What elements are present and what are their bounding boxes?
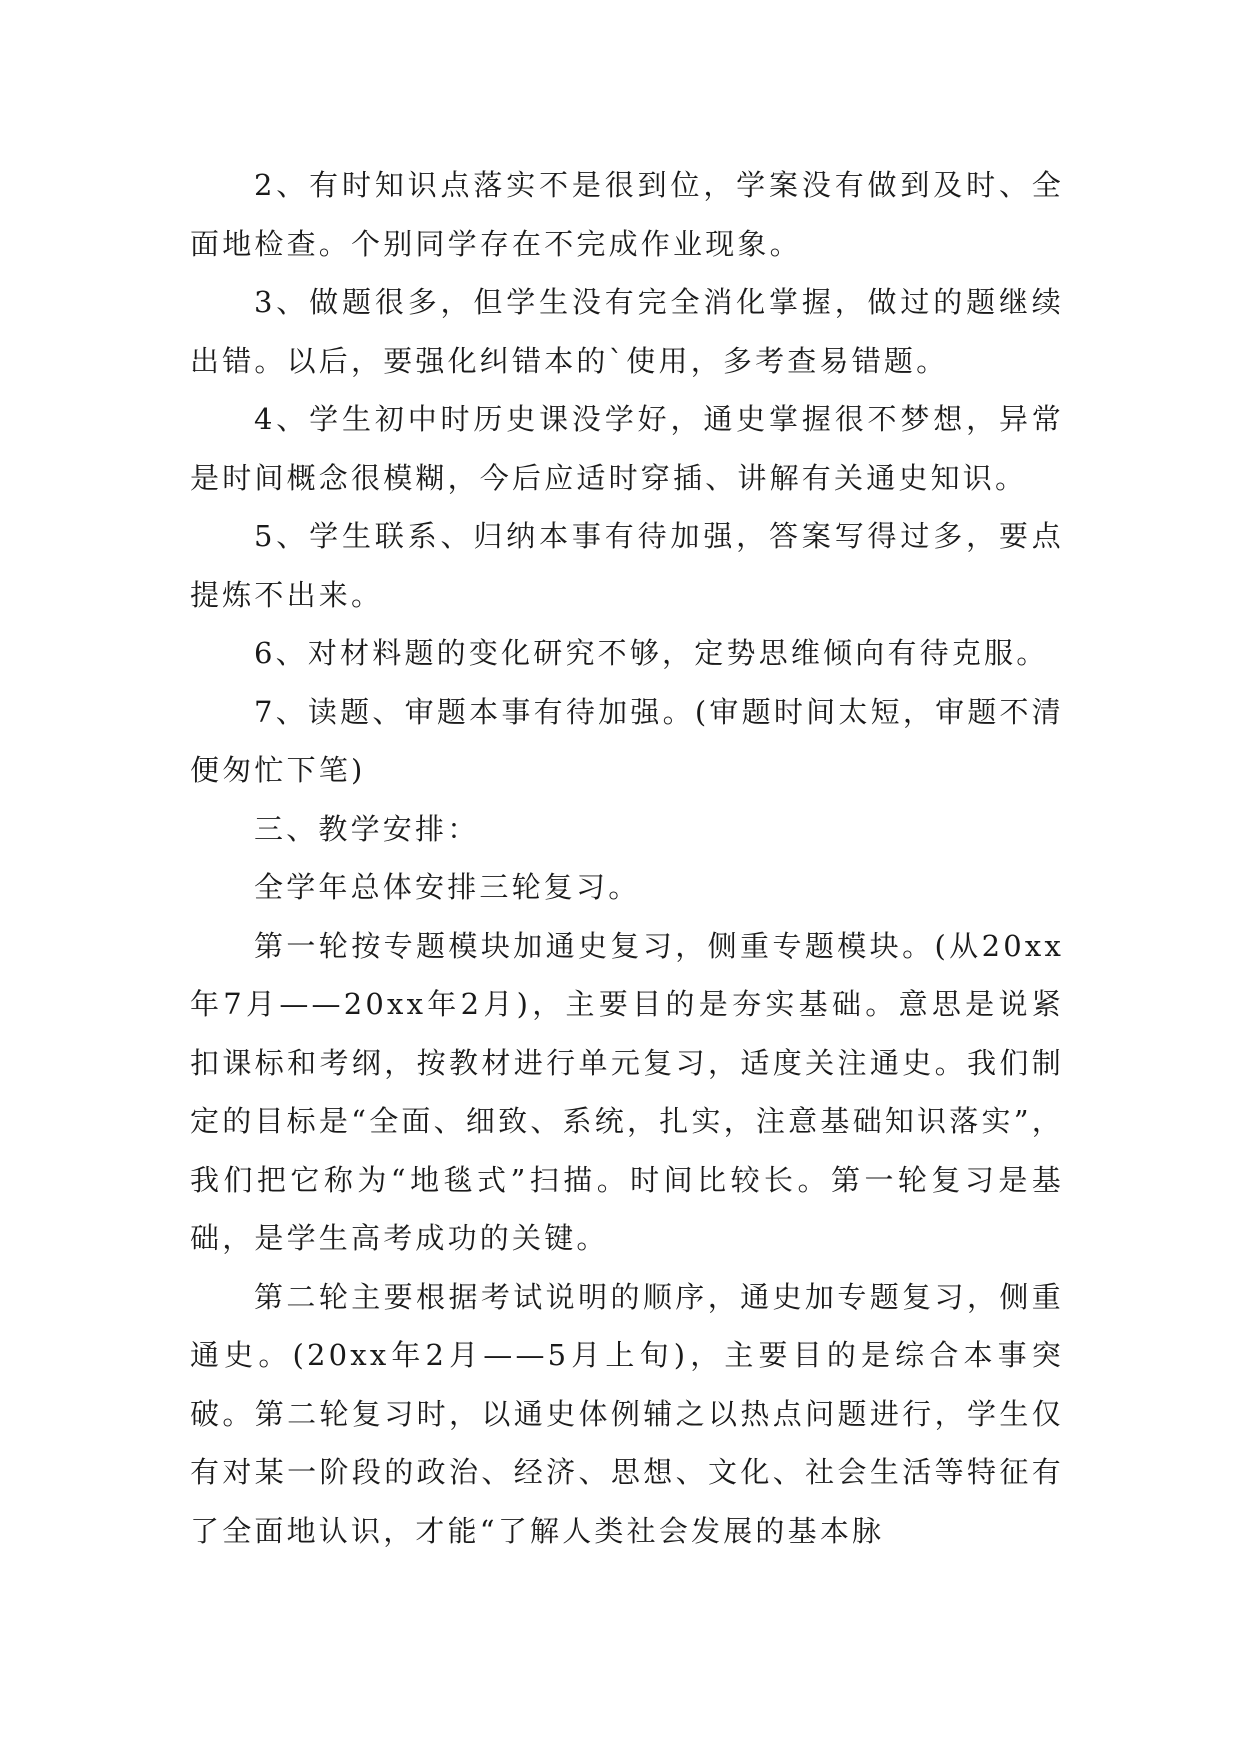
paragraph-item-5: 5、学生联系、归纳本事有待加强，答案写得过多，要点提炼不出来。 [190, 519, 1064, 612]
paragraph-item-6: 6、对材料题的变化研究不够，定势思维倾向有待克服。 [254, 636, 1049, 670]
paragraph-second-round: 第二轮主要根据考试说明的顺序，通史加专题复习，侧重通史。(20xx年2月——5月上旬)，主要目的是综合本事突破。第二轮复习时，以通史体例辅之以热点问题进行，学生仅有对某一阶段的政治、经济、思想、文化、社会生活等特征有了全面地认识，才能“了解人类社会发展的基本脉 [190, 1279, 1064, 1548]
paragraph-item-2: 2、有时知识点落实不是很到位，学案没有做到及时、全面地检查。个别同学存在不完成作业现象。 [190, 168, 1064, 261]
paragraph-overall-plan: 全学年总体安排三轮复习。 [254, 870, 641, 904]
paragraph-item-7: 7、读题、审题本事有待加强。(审题时间太短，审题不清便匆忙下笔) [190, 694, 1064, 787]
paragraph-item-4: 4、学生初中时历史课没学好，通史掌握很不梦想，异常是时间概念很模糊，今后应适时穿插、讲解有关通史知识。 [190, 402, 1064, 495]
section-heading-teaching-plan: 三、教学安排： [254, 811, 480, 846]
paragraph-first-round: 第一轮按专题模块加通史复习，侧重专题模块。(从20xx年7月——20xx年2月)，主要目的是夯实基础。意思是说紧扣课标和考纲，按教材进行单元复习，适度关注通史。我们制定的目标是“全面、细致、系统，扎实，注意基础知识落实”，我们把它称为“地毯式”扫描。时间比较长。第一轮复习是基础，是学生高考成功的关键。 [190, 928, 1064, 1255]
paragraph-item-3: 3、做题很多，但学生没有完全消化掌握，做过的题继续出错。以后，要强化纠错本的`使用，多考查易错题。 [190, 285, 1064, 378]
document-body [190, 156, 1064, 1560]
